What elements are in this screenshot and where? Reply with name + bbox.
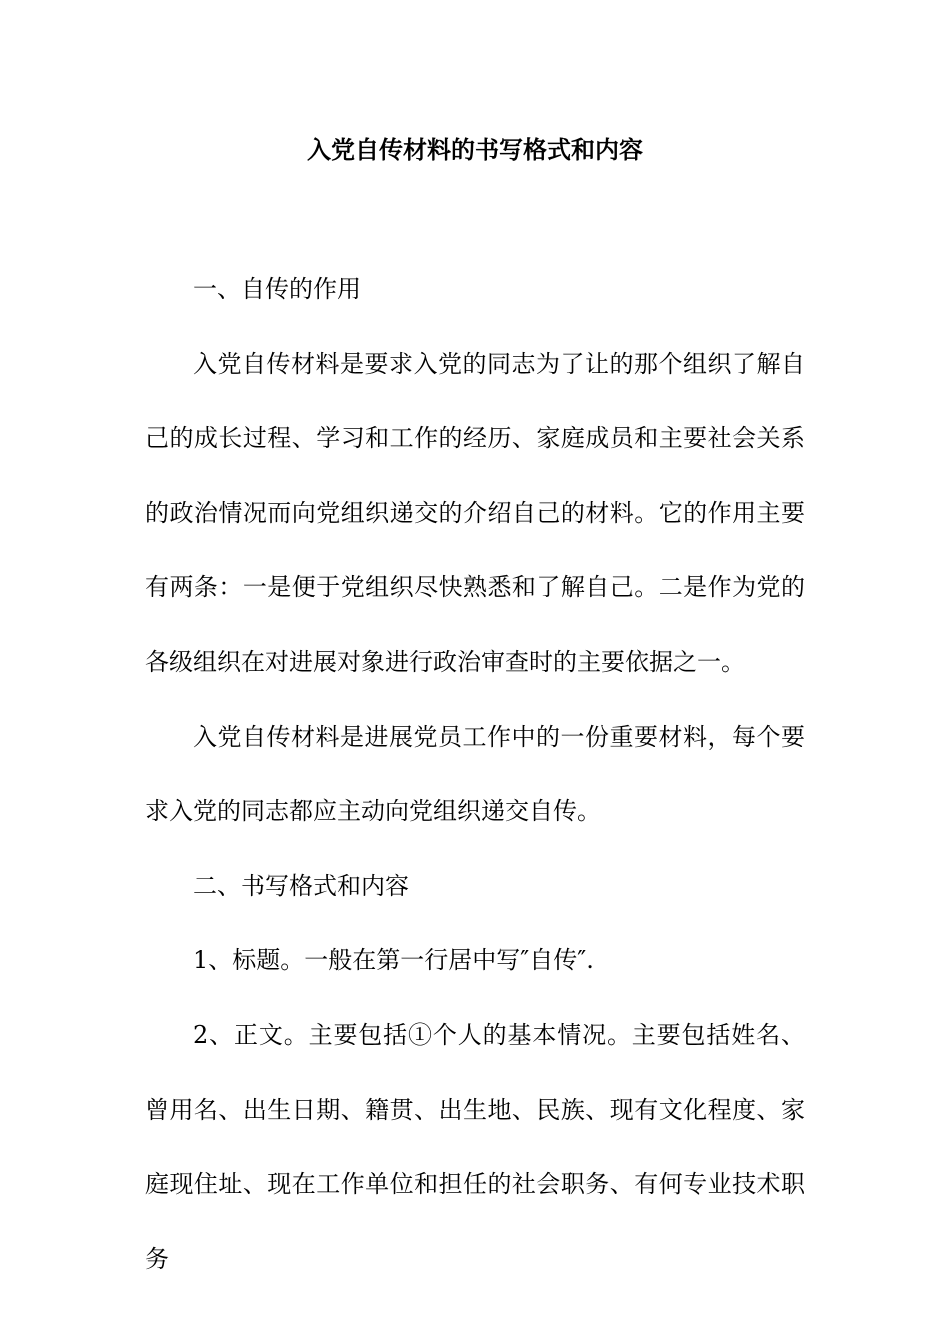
list-item-title: 1、标题。一般在第一行居中写″自传″.	[193, 946, 594, 975]
section-heading-role: 一、自传的作用	[193, 275, 361, 303]
list-item-body: 2、正文。主要包括①个人的基本情况。主要包括姓名、曾用名、出生日期、籍贯、出生地、民族、现有文化程度、家庭现住址、现在工作单位和担任的社会职务、有何专业技术职务	[145, 1020, 805, 1273]
section-heading-format: 二、书写格式和内容	[193, 871, 409, 900]
paragraph-importance: 入党自传材料是进展党员工作中的一份重要材料，每个要求入党的同志都应主动向党组织递交自传。	[145, 722, 805, 826]
document-title: 入党自传材料的书写格式和内容	[307, 135, 643, 164]
document-body	[145, 252, 805, 1296]
paragraph-role-description: 入党自传材料是要求入党的同志为了让的那个组织了解自己的成长过程、学习和工作的经历、家庭成员和主要社会关系的政治情况而向党组织递交的介绍自己的材料。它的作用主要有两条：一是便于党组织尽快熟悉和了解自己。二是作为党的各级组织在对进展对象进行政治审查时的主要依据之一。	[145, 349, 805, 676]
